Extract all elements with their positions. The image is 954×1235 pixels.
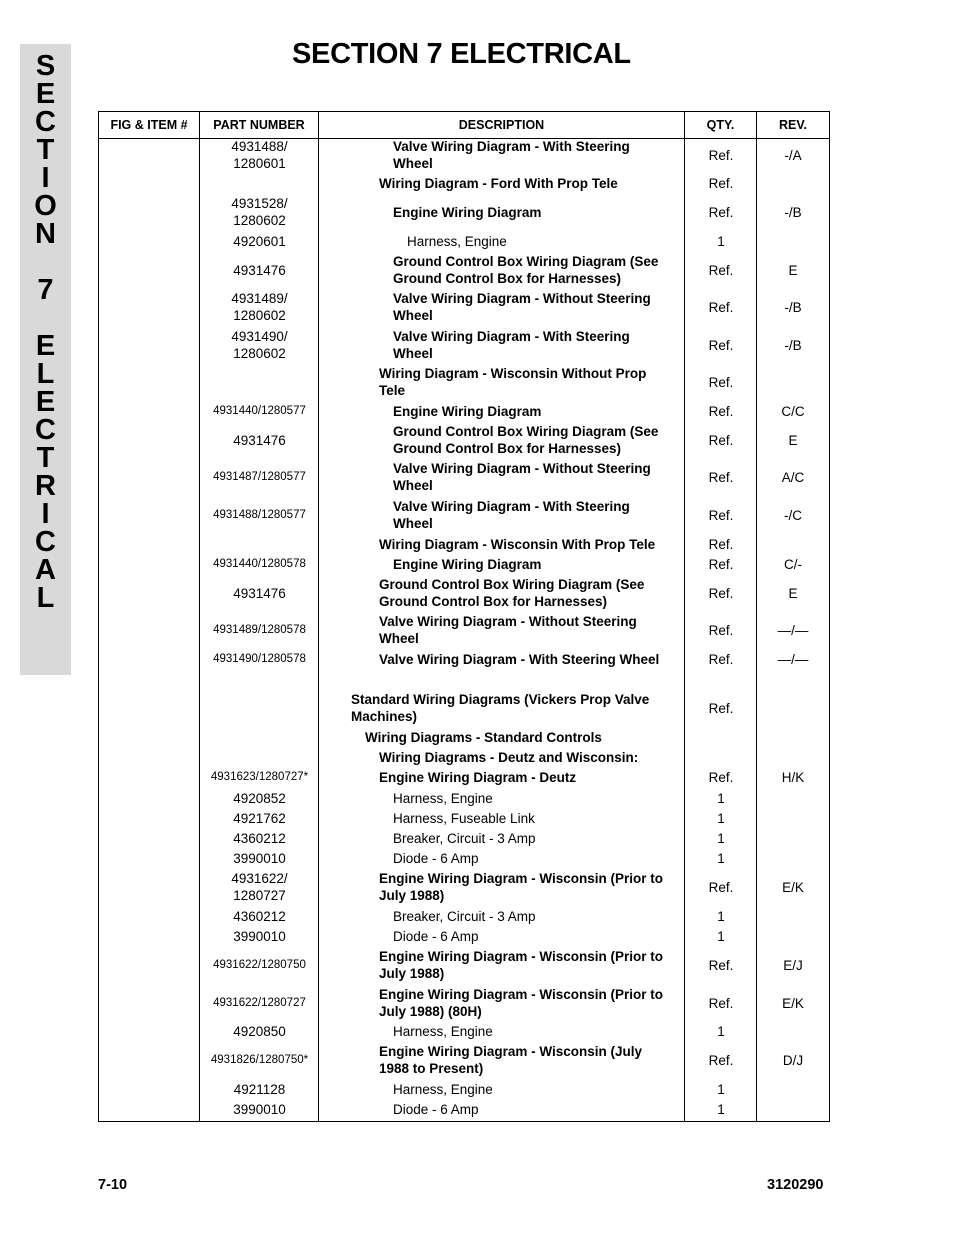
rev-cell: E/K xyxy=(782,995,804,1011)
part-number-cell: 4931490/ 1280602 xyxy=(231,329,288,361)
rev-cell: -/C xyxy=(784,507,802,523)
description-cell: Engine Wiring Diagram xyxy=(393,556,542,572)
document-number: 3120290 xyxy=(767,1177,824,1193)
description-cell: Standard Wiring Diagrams (Vickers Prop Valve Machines) xyxy=(351,692,650,724)
qty-cell: Ref. xyxy=(708,700,734,716)
part-number-cell: 4931440/1280578 xyxy=(213,557,306,570)
description-cell: Engine Wiring Diagram - Wisconsin (Prior to July 1988) (80H) xyxy=(379,987,664,1019)
qty-cell: Ref. xyxy=(708,651,734,667)
header-rev: REV. xyxy=(778,118,808,132)
qty-cell: Ref. xyxy=(708,556,734,572)
description-cell: Wiring Diagrams - Deutz and Wisconsin: xyxy=(379,749,639,765)
part-number-cell: 4931476 xyxy=(233,432,286,448)
qty-cell: Ref. xyxy=(708,147,734,163)
side-tab-letter: A xyxy=(35,554,56,586)
table-row xyxy=(99,641,829,677)
part-number-cell: 4931489/1280578 xyxy=(213,623,306,636)
table-body xyxy=(99,139,829,1121)
part-number-cell: 4920601 xyxy=(233,233,286,249)
side-tab-letter: C xyxy=(35,106,56,138)
description-cell: Ground Control Box Wiring Diagram (See Ground Control Box for Harnesses) xyxy=(379,577,645,609)
description-cell: Wiring Diagram - Ford With Prop Tele xyxy=(379,175,618,191)
description-cell: Engine Wiring Diagram - Wisconsin (Prior to July 1988) xyxy=(379,949,664,981)
section-side-tab xyxy=(20,44,71,675)
part-number-cell: 3990010 xyxy=(233,1101,286,1117)
description-cell: Engine Wiring Diagram - Wisconsin (Prior to July 1988) xyxy=(379,871,664,903)
table-row xyxy=(99,459,829,495)
qty-cell: 1 xyxy=(717,1081,725,1097)
qty-cell: Ref. xyxy=(708,1052,734,1068)
part-number-cell: 3990010 xyxy=(233,928,286,944)
side-tab-letter: O xyxy=(34,190,57,222)
qty-cell: Ref. xyxy=(708,175,734,191)
side-tab-letter: N xyxy=(35,218,56,250)
part-number-cell: 4931488/1280577 xyxy=(213,508,306,521)
description-cell: Engine Wiring Diagram - Wisconsin (July 1988 to Present) xyxy=(379,1044,643,1076)
rev-cell: -/B xyxy=(784,299,802,315)
side-tab-letter: E xyxy=(35,78,56,110)
description-cell: Harness, Engine xyxy=(393,790,493,806)
part-number-cell: 4931490/1280578 xyxy=(213,652,306,665)
side-tab-letter: L xyxy=(36,358,55,390)
side-tab-letter: 7 xyxy=(37,274,54,306)
description-cell: Valve Wiring Diagram - With Steering Wheel xyxy=(393,499,630,531)
part-number-cell: 4931476 xyxy=(233,262,286,278)
side-tab-letter: L xyxy=(36,582,55,614)
qty-cell: Ref. xyxy=(708,536,734,552)
side-tab-letter: T xyxy=(36,442,55,474)
part-number-cell: 4920850 xyxy=(233,1023,286,1039)
part-number-cell: 4931622/1280750 xyxy=(213,958,306,971)
qty-cell: 1 xyxy=(717,1023,725,1039)
side-tab-letter: C xyxy=(35,526,56,558)
description-cell: Wiring Diagram - Wisconsin Without Prop Tele xyxy=(379,366,647,398)
part-number-cell: 4921762 xyxy=(233,810,286,826)
description-cell: Diode - 6 Amp xyxy=(393,928,479,944)
rev-cell: E/K xyxy=(782,879,804,895)
part-number-cell: 4931489/ 1280602 xyxy=(231,291,288,323)
table-row xyxy=(99,575,829,611)
side-tab-letter xyxy=(20,304,71,332)
qty-cell: Ref. xyxy=(708,299,734,315)
qty-cell: Ref. xyxy=(708,769,734,785)
description-cell: Valve Wiring Diagram - Without Steering Wheel xyxy=(393,291,651,323)
header-description: DESCRIPTION xyxy=(319,112,685,138)
part-number-cell: 4931826/1280750* xyxy=(210,1053,309,1066)
rev-cell: -/B xyxy=(784,204,802,220)
side-tab-letter: T xyxy=(36,134,55,166)
rev-cell: -/B xyxy=(784,337,802,353)
description-cell: Diode - 6 Amp xyxy=(393,1101,479,1117)
qty-cell: 1 xyxy=(717,1101,725,1117)
part-number-cell: 4931623/1280727* xyxy=(210,770,309,783)
description-cell: Wiring Diagrams - Standard Controls xyxy=(365,729,602,745)
description-cell: Ground Control Box Wiring Diagram (See Ground Control Box for Harnesses) xyxy=(393,424,659,456)
part-number-cell: 4921128 xyxy=(233,1081,286,1097)
description-cell: Engine Wiring Diagram xyxy=(393,204,542,220)
rev-cell: E xyxy=(788,262,798,278)
description-cell: Harness, Engine xyxy=(393,1023,493,1039)
description-cell: Valve Wiring Diagram - With Steering Wheel xyxy=(379,651,660,667)
part-number-cell: 4931487/1280577 xyxy=(213,470,306,483)
part-number-cell: 4360212 xyxy=(233,830,286,846)
table-row xyxy=(99,1091,829,1127)
description-cell: Breaker, Circuit - 3 Amp xyxy=(393,830,536,846)
description-cell: Valve Wiring Diagram - Without Steering Wheel xyxy=(393,461,651,493)
table-row xyxy=(99,327,829,363)
qty-cell: Ref. xyxy=(708,585,734,601)
page-number: 7-10 xyxy=(98,1177,128,1193)
description-cell: Valve Wiring Diagram - Without Steering Wheel xyxy=(379,614,637,646)
table-row xyxy=(99,422,829,458)
header-fig-item: FIG & ITEM # xyxy=(99,112,200,138)
description-cell: Harness, Engine xyxy=(407,233,507,249)
qty-cell: 1 xyxy=(717,850,725,866)
part-number-cell: 4931476 xyxy=(233,585,286,601)
qty-cell: 1 xyxy=(717,810,725,826)
table-row xyxy=(99,289,829,325)
rev-cell: H/K xyxy=(781,769,805,785)
qty-cell: 1 xyxy=(717,830,725,846)
rev-cell: C/C xyxy=(781,403,805,419)
description-cell: Harness, Fuseable Link xyxy=(393,810,535,826)
side-tab-letter: I xyxy=(41,498,50,530)
qty-cell: 1 xyxy=(717,928,725,944)
table-header xyxy=(99,112,829,139)
description-cell: Engine Wiring Diagram - Deutz xyxy=(379,769,577,785)
rev-cell: -/A xyxy=(784,147,802,163)
part-number-cell: 4931622/1280727 xyxy=(213,996,306,1009)
qty-cell: Ref. xyxy=(708,403,734,419)
qty-cell: 1 xyxy=(717,790,725,806)
table-row xyxy=(99,252,829,288)
side-tab-letter: I xyxy=(41,162,50,194)
side-tab-letter: E xyxy=(35,386,56,418)
qty-cell: Ref. xyxy=(708,507,734,523)
description-cell: Valve Wiring Diagram - With Steering Wheel xyxy=(393,329,630,361)
qty-cell: Ref. xyxy=(708,204,734,220)
parts-table xyxy=(98,111,830,1122)
description-cell: Breaker, Circuit - 3 Amp xyxy=(393,908,536,924)
part-number-cell: 4931622/ 1280727 xyxy=(231,871,288,903)
description-cell: Engine Wiring Diagram xyxy=(393,403,542,419)
qty-cell: Ref. xyxy=(708,622,734,638)
qty-cell: Ref. xyxy=(708,432,734,448)
rev-cell: E/J xyxy=(783,957,803,973)
part-number-cell: 3990010 xyxy=(233,850,286,866)
description-cell: Valve Wiring Diagram - With Steering Wheel xyxy=(393,139,630,171)
qty-cell: Ref. xyxy=(708,879,734,895)
rev-cell: C/- xyxy=(784,556,802,572)
qty-cell: 1 xyxy=(717,233,725,249)
side-tab-letter: S xyxy=(35,50,56,82)
qty-cell: Ref. xyxy=(708,469,734,485)
description-cell: Wiring Diagram - Wisconsin With Prop Tele xyxy=(379,536,656,552)
header-part-number: PART NUMBER xyxy=(200,112,319,138)
part-number-cell: 4931440/1280577 xyxy=(213,404,306,417)
part-number-cell: 4360212 xyxy=(233,908,286,924)
part-number-cell: 4920852 xyxy=(233,790,286,806)
rev-cell: A/C xyxy=(781,469,805,485)
part-number-cell: 4931528/ 1280602 xyxy=(231,196,288,228)
rev-cell: D/J xyxy=(782,1052,804,1068)
rev-cell: —/— xyxy=(777,622,809,638)
side-tab-letter: E xyxy=(35,330,56,362)
qty-cell: Ref. xyxy=(708,374,734,390)
rev-cell: —/— xyxy=(777,651,809,667)
header-qty: QTY. xyxy=(685,112,757,138)
qty-cell: 1 xyxy=(717,908,725,924)
part-number-cell: 4931488/ 1280601 xyxy=(231,139,288,171)
qty-cell: Ref. xyxy=(708,957,734,973)
page-title: SECTION 7 ELECTRICAL xyxy=(292,38,631,70)
qty-cell: Ref. xyxy=(708,337,734,353)
rev-cell: E xyxy=(788,432,798,448)
description-cell: Diode - 6 Amp xyxy=(393,850,479,866)
qty-cell: Ref. xyxy=(708,262,734,278)
side-tab-letters xyxy=(20,52,71,612)
side-tab-letter: C xyxy=(35,414,56,446)
table-row xyxy=(99,947,829,983)
description-cell: Ground Control Box Wiring Diagram (See Ground Control Box for Harnesses) xyxy=(393,254,659,286)
side-tab-letter xyxy=(20,248,71,276)
rev-cell: E xyxy=(788,585,798,601)
qty-cell: Ref. xyxy=(708,995,734,1011)
side-tab-letter: R xyxy=(35,470,56,502)
description-cell: Harness, Engine xyxy=(393,1081,493,1097)
